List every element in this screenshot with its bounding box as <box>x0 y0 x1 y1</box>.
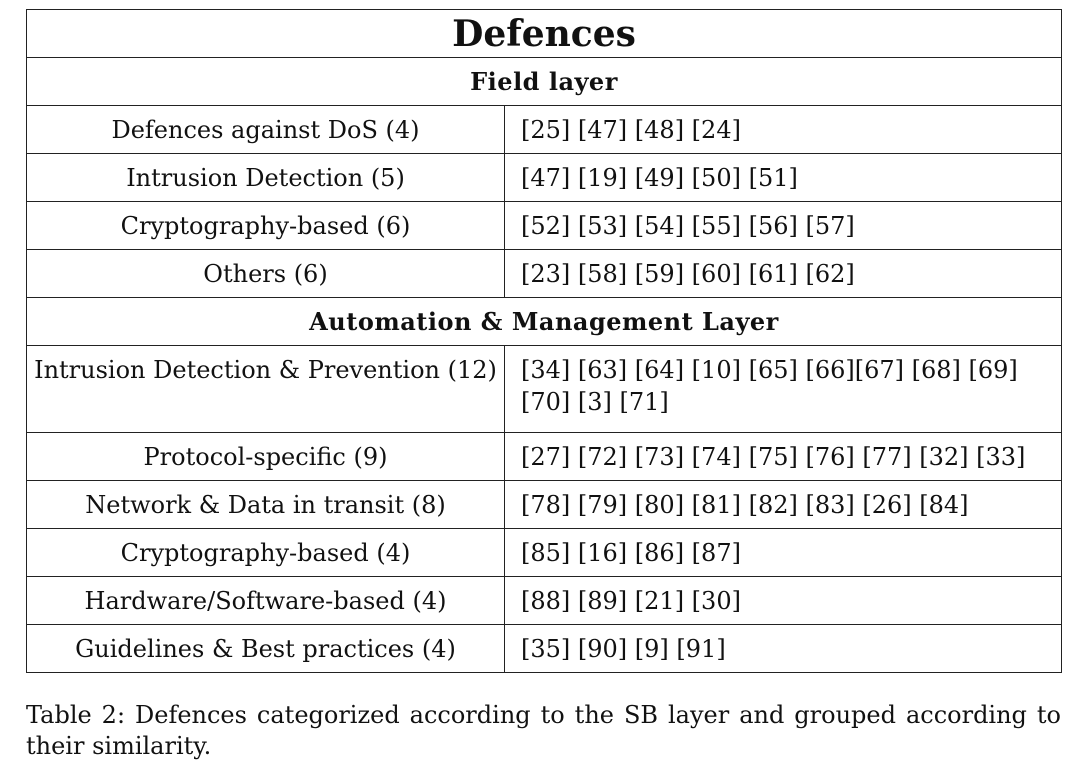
category-cell: Network & Data in transit (8) <box>27 481 505 529</box>
references-cell: [25] [47] [48] [24] <box>505 106 1062 154</box>
table-caption: Table 2: Defences categorized according to the SB layer and grouped according to their similarity. <box>26 701 1061 760</box>
section-header-field-layer: Field layer <box>27 58 1062 106</box>
table-row <box>27 625 1062 673</box>
references-cell: [85] [16] [86] [87] <box>505 529 1062 577</box>
table-row <box>27 577 1062 625</box>
table-title: Defences <box>27 10 1062 58</box>
references-cell: [88] [89] [21] [30] <box>505 577 1062 625</box>
section-header-automation-management-layer: Automation & Management Layer <box>27 298 1062 346</box>
category-cell: Intrusion Detection (5) <box>27 154 505 202</box>
table-row <box>27 481 1062 529</box>
references-cell: [47] [19] [49] [50] [51] <box>505 154 1062 202</box>
table-row <box>27 154 1062 202</box>
category-cell: Guidelines & Best practices (4) <box>27 625 505 673</box>
table-title-row <box>27 10 1062 58</box>
category-cell: Cryptography-based (4) <box>27 529 505 577</box>
category-cell: Hardware/Software-based (4) <box>27 577 505 625</box>
references-cell: [78] [79] [80] [81] [82] [83] [26] [84] <box>505 481 1062 529</box>
category-cell: Cryptography-based (6) <box>27 202 505 250</box>
references-cell: [34] [63] [64] [10] [65] [66][67] [68] [69] [70] [3] [71] <box>505 346 1062 433</box>
section-header-row <box>27 58 1062 106</box>
defences-table <box>26 9 1062 673</box>
table-row <box>27 433 1062 481</box>
table-row <box>27 529 1062 577</box>
category-cell: Defences against DoS (4) <box>27 106 505 154</box>
category-cell: Others (6) <box>27 250 505 298</box>
table-row <box>27 346 1062 433</box>
category-cell: Intrusion Detection & Prevention (12) <box>27 346 505 433</box>
section-header-row <box>27 298 1062 346</box>
table-row <box>27 250 1062 298</box>
references-cell: [35] [90] [9] [91] <box>505 625 1062 673</box>
table-row <box>27 106 1062 154</box>
table-row <box>27 202 1062 250</box>
references-cell: [23] [58] [59] [60] [61] [62] <box>505 250 1062 298</box>
category-cell: Protocol-specific (9) <box>27 433 505 481</box>
references-cell: [27] [72] [73] [74] [75] [76] [77] [32] [33] <box>505 433 1062 481</box>
references-cell: [52] [53] [54] [55] [56] [57] <box>505 202 1062 250</box>
